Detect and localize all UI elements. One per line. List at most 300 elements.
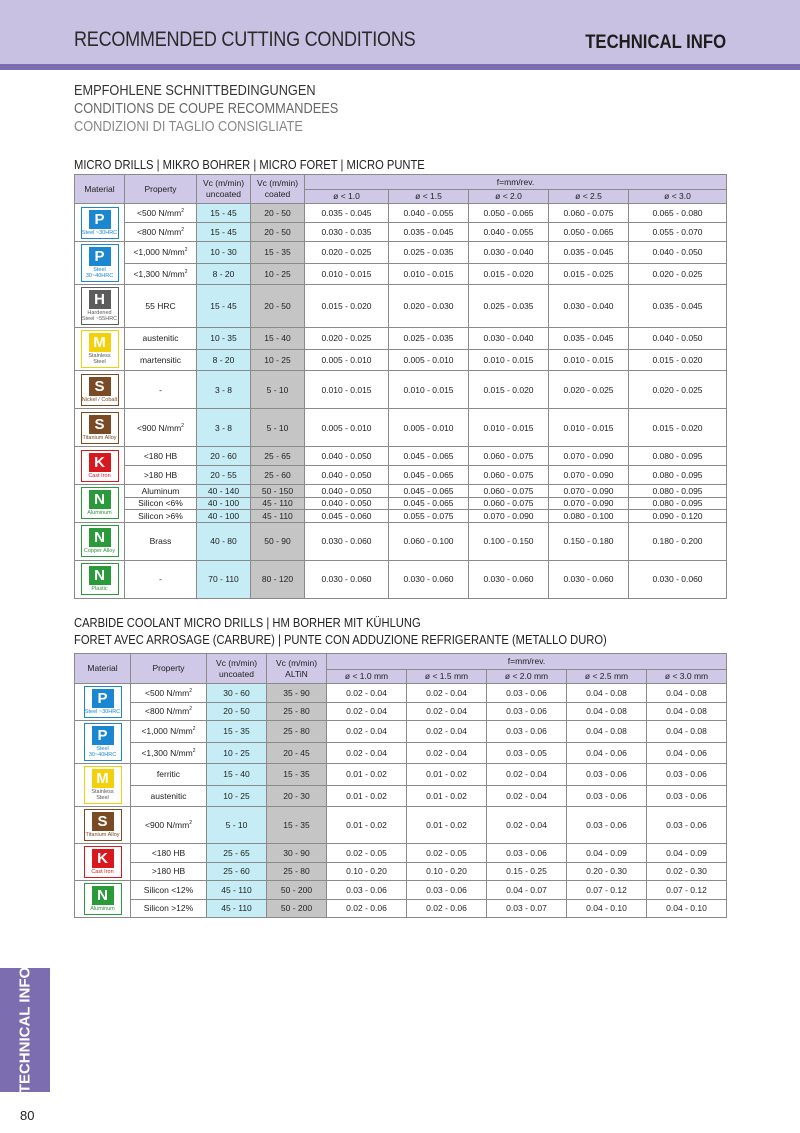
feed-cell: 0.010 - 0.015: [469, 349, 549, 371]
header-feed: f=mm/rev.: [305, 175, 727, 190]
feed-cell: 0.150 - 0.180: [549, 522, 629, 560]
vc-uncoated-cell: 15 - 45: [197, 285, 251, 328]
feed-cell: 0.060 - 0.100: [389, 522, 469, 560]
vc-uncoated-cell: 10 - 30: [197, 242, 251, 264]
vc-coated-cell: 25 - 80: [267, 702, 327, 721]
vc-uncoated-cell: 20 - 55: [197, 466, 251, 485]
material-cell: [75, 447, 125, 485]
feed-cell: 0.010 - 0.015: [549, 349, 629, 371]
material-badge-s: [81, 374, 119, 406]
property-text: 55 HRC: [145, 301, 176, 311]
vc-uncoated-cell: 40 - 80: [197, 522, 251, 560]
feed-cell: 0.07 - 0.12: [567, 881, 647, 900]
feed-cell: 0.15 - 0.25: [487, 862, 567, 881]
unit-exponent: 2: [181, 208, 184, 215]
table-row: [75, 522, 727, 560]
feed-cell: 0.10 - 0.20: [327, 862, 407, 881]
property-cell: [125, 447, 197, 466]
material-cell: [75, 485, 125, 523]
header-material: Material: [75, 175, 125, 204]
material-description: Titanium Alloy: [82, 434, 117, 441]
feed-cell: 0.02 - 0.30: [647, 862, 727, 881]
header-vc-altin-top: Vc (m/min): [275, 657, 318, 668]
table2-body: [75, 684, 727, 918]
feed-cell: 0.02 - 0.04: [487, 785, 567, 807]
table-row: [75, 721, 727, 743]
feed-cell: 0.040 - 0.050: [629, 242, 727, 264]
material-cell: [75, 684, 131, 721]
feed-cell: 0.01 - 0.02: [407, 807, 487, 844]
feed-cell: 0.02 - 0.04: [407, 684, 487, 703]
table-coolant-micro-drills: [74, 653, 727, 918]
feed-cell: 0.02 - 0.04: [487, 807, 567, 844]
feed-cell: 0.030 - 0.060: [389, 560, 469, 598]
property-text: austenitic: [142, 333, 179, 344]
feed-cell: 0.030 - 0.040: [549, 285, 629, 328]
vc-coated-cell: 50 - 150: [251, 485, 305, 498]
feed-cell: 0.02 - 0.05: [407, 844, 487, 863]
feed-cell: 0.03 - 0.07: [487, 899, 567, 918]
material-cell: [75, 328, 125, 371]
vc-uncoated-cell: 25 - 60: [207, 862, 267, 881]
material-description: Hardened Steel ~55HRC: [81, 310, 118, 322]
feed-cell: 0.02 - 0.06: [327, 899, 407, 918]
header-vc-uncoated: [197, 175, 251, 204]
material-badge-s: [81, 412, 119, 444]
feed-cell: 0.025 - 0.035: [389, 328, 469, 350]
material-cell: [75, 285, 125, 328]
feed-cell: 0.045 - 0.065: [389, 497, 469, 510]
header-feed: f=mm/rev.: [327, 654, 727, 670]
feed-cell: 0.070 - 0.090: [549, 447, 629, 466]
material-letter: K: [89, 453, 111, 472]
feed-cell: 0.050 - 0.065: [549, 223, 629, 242]
property-cell: [125, 371, 197, 409]
feed-cell: 0.03 - 0.06: [647, 764, 727, 786]
feed-cell: 0.040 - 0.050: [305, 497, 389, 510]
material-letter: S: [89, 415, 111, 434]
header-property: Property: [131, 654, 207, 684]
unit-exponent: 2: [181, 422, 184, 429]
material-description: Stainless Steel: [88, 353, 111, 365]
header-vc-coated-top: Vc (m/min): [256, 178, 299, 188]
material-description: Steel 30~40HRC: [88, 746, 117, 758]
feed-cell: 0.100 - 0.150: [469, 522, 549, 560]
feed-cell: 0.015 - 0.020: [469, 263, 549, 285]
vc-uncoated-cell: 8 - 20: [197, 263, 251, 285]
material-letter: N: [89, 528, 111, 547]
material-cell: [75, 844, 131, 881]
feed-cell: 0.015 - 0.020: [629, 409, 727, 447]
feed-cell: 0.04 - 0.08: [647, 684, 727, 703]
material-letter: K: [92, 849, 114, 868]
vc-coated-cell: 5 - 10: [251, 409, 305, 447]
header-property: Property: [125, 175, 197, 204]
feed-cell: 0.03 - 0.06: [647, 807, 727, 844]
material-description: Titanium Alloy: [85, 832, 120, 838]
feed-cell: 0.01 - 0.02: [407, 785, 487, 807]
table-row: [75, 466, 727, 485]
property-cell: [125, 522, 197, 560]
table-row: [75, 742, 727, 764]
property-text: <900 N/mm: [137, 422, 182, 433]
vc-uncoated-cell: 3 - 8: [197, 409, 251, 447]
header-vc-uncoated: [207, 654, 267, 684]
property-cell: [125, 466, 197, 485]
feed-cell: 0.035 - 0.045: [549, 242, 629, 264]
property-text: <1,300 N/mm: [133, 268, 185, 279]
table-micro-drills: [74, 174, 727, 599]
header-diameter: ø < 2.0: [469, 190, 549, 204]
header-diameter: ø < 2.5 mm: [567, 670, 647, 684]
material-description: Cast Iron: [88, 472, 111, 479]
material-cell: [75, 242, 125, 285]
feed-cell: 0.02 - 0.04: [407, 742, 487, 764]
feed-cell: 0.180 - 0.200: [629, 522, 727, 560]
feed-cell: 0.005 - 0.010: [305, 349, 389, 371]
property-text: Brass: [149, 536, 172, 547]
feed-cell: 0.025 - 0.035: [389, 242, 469, 264]
table-row: [75, 684, 727, 703]
vc-coated-cell: 50 - 200: [267, 881, 327, 900]
vc-coated-cell: 15 - 35: [267, 807, 327, 844]
vc-coated-cell: 20 - 30: [267, 785, 327, 807]
table2-title-second-line: FORET AVEC ARROSAGE (CARBURE) | PUNTE CON ADDUZIONE REFRIGERANTE (METALLO DURO): [74, 632, 607, 647]
material-badge-m: [84, 766, 122, 804]
property-cell: [131, 844, 207, 863]
vc-uncoated-cell: 70 - 110: [197, 560, 251, 598]
feed-cell: 0.03 - 0.06: [567, 807, 647, 844]
material-description: Nickel / Cobalt: [81, 396, 118, 403]
vc-uncoated-cell: 10 - 25: [207, 742, 267, 764]
material-letter: N: [92, 886, 114, 905]
section-tag: TECHNICAL INFO: [585, 32, 726, 53]
material-badge-m: [81, 330, 119, 368]
material-letter: P: [89, 247, 111, 266]
feed-cell: 0.040 - 0.055: [389, 204, 469, 223]
material-badge-p: [84, 686, 122, 718]
material-description: Plastic: [91, 586, 108, 593]
feed-cell: 0.010 - 0.015: [549, 409, 629, 447]
material-description: Steel ~30HRC: [81, 229, 118, 236]
property-cell: [125, 349, 197, 371]
table-row: [75, 409, 727, 447]
property-text: <800 N/mm: [145, 706, 190, 717]
feed-cell: 0.01 - 0.02: [327, 785, 407, 807]
vc-uncoated-cell: 20 - 60: [197, 447, 251, 466]
page-title: RECOMMENDED CUTTING CONDITIONS: [74, 28, 416, 51]
material-letter: P: [92, 689, 114, 708]
table-row: [75, 510, 727, 523]
material-badge-h: [81, 287, 119, 325]
feed-cell: 0.07 - 0.12: [647, 881, 727, 900]
vc-coated-cell: 25 - 80: [267, 862, 327, 881]
property-text: <1,000 N/mm: [133, 247, 185, 258]
property-cell: [131, 721, 207, 743]
feed-cell: 0.030 - 0.060: [549, 560, 629, 598]
feed-cell: 0.01 - 0.02: [327, 764, 407, 786]
material-badge-n: [81, 563, 119, 595]
feed-cell: 0.04 - 0.08: [567, 684, 647, 703]
header-diameter: ø < 3.0: [629, 190, 727, 204]
vc-coated-cell: 20 - 45: [267, 742, 327, 764]
feed-cell: 0.055 - 0.075: [389, 510, 469, 523]
feed-cell: 0.04 - 0.08: [567, 702, 647, 721]
vc-coated-cell: 20 - 50: [251, 285, 305, 328]
feed-cell: 0.02 - 0.04: [327, 684, 407, 703]
property-text: <500 N/mm: [145, 687, 190, 698]
unit-exponent: 2: [189, 706, 192, 713]
vc-uncoated-cell: 40 - 100: [197, 497, 251, 510]
feed-cell: 0.080 - 0.095: [629, 447, 727, 466]
feed-cell: 0.020 - 0.025: [629, 263, 727, 285]
feed-cell: 0.080 - 0.095: [629, 497, 727, 510]
feed-cell: 0.045 - 0.065: [389, 466, 469, 485]
vc-coated-cell: 25 - 65: [251, 447, 305, 466]
feed-cell: 0.070 - 0.090: [469, 510, 549, 523]
subtitle-it: CONDIZIONI DI TAGLIO CONSIGLIATE: [74, 118, 303, 135]
vc-uncoated-cell: 20 - 50: [207, 702, 267, 721]
material-letter: N: [89, 566, 111, 585]
table-row: [75, 204, 727, 223]
feed-cell: 0.005 - 0.010: [389, 349, 469, 371]
feed-cell: 0.02 - 0.04: [327, 721, 407, 743]
property-cell: [131, 807, 207, 844]
unit-exponent: 2: [192, 726, 196, 733]
feed-cell: 0.015 - 0.020: [305, 285, 389, 328]
material-cell: [75, 764, 131, 807]
header-vc-coated-bottom: coated: [264, 189, 291, 199]
material-cell: [75, 721, 131, 764]
property-text: <1,300 N/mm: [141, 747, 193, 758]
property-cell: [131, 862, 207, 881]
feed-cell: 0.015 - 0.020: [469, 371, 549, 409]
property-text: Silicon >12%: [143, 903, 194, 914]
vc-uncoated-cell: 10 - 25: [207, 785, 267, 807]
material-cell: [75, 371, 125, 409]
page-number: 80: [20, 1108, 35, 1123]
feed-cell: 0.040 - 0.050: [305, 466, 389, 485]
property-cell: [131, 684, 207, 703]
property-cell: [131, 764, 207, 786]
header-vc-uncoated-top: Vc (m/min): [215, 657, 258, 668]
header-material: Material: [75, 654, 131, 684]
feed-cell: 0.045 - 0.060: [305, 510, 389, 523]
feed-cell: 0.03 - 0.06: [487, 721, 567, 743]
feed-cell: 0.055 - 0.070: [629, 223, 727, 242]
property-text: >180 HB: [151, 866, 186, 877]
vc-coated-cell: 45 - 110: [251, 510, 305, 523]
feed-cell: 0.030 - 0.035: [305, 223, 389, 242]
vc-uncoated-cell: 30 - 60: [207, 684, 267, 703]
feed-cell: 0.030 - 0.060: [469, 560, 549, 598]
property-text: Silicon >6%: [138, 511, 183, 522]
material-letter: P: [92, 726, 114, 745]
vc-uncoated-cell: 40 - 100: [197, 510, 251, 523]
feed-cell: 0.035 - 0.045: [629, 285, 727, 328]
header-vc-uncoated-top: Vc (m/min): [202, 178, 245, 188]
feed-cell: 0.015 - 0.025: [549, 263, 629, 285]
material-description: Stainless Steel: [91, 789, 114, 801]
table-row: [75, 764, 727, 786]
property-text: martensitic: [139, 354, 182, 365]
feed-cell: 0.02 - 0.04: [327, 742, 407, 764]
feed-cell: 0.02 - 0.04: [407, 721, 487, 743]
property-text: >180 HB: [143, 470, 178, 480]
feed-cell: 0.02 - 0.04: [407, 702, 487, 721]
unit-exponent: 2: [189, 687, 192, 694]
feed-cell: 0.04 - 0.08: [647, 702, 727, 721]
table-row: [75, 371, 727, 409]
material-letter: P: [89, 210, 111, 229]
property-cell: [131, 785, 207, 807]
feed-cell: 0.01 - 0.02: [327, 807, 407, 844]
table-row: [75, 844, 727, 863]
table-row: [75, 485, 727, 498]
material-cell: [75, 807, 131, 844]
property-text: ferritic: [156, 769, 181, 780]
material-badge-s: [84, 809, 122, 841]
subtitle-fr: CONDITIONS DE COUPE RECOMMANDEES: [74, 100, 339, 117]
table-row: [75, 242, 727, 264]
feed-cell: 0.04 - 0.08: [567, 721, 647, 743]
material-badge-n: [84, 883, 122, 915]
feed-cell: 0.10 - 0.20: [407, 862, 487, 881]
feed-cell: 0.03 - 0.06: [567, 785, 647, 807]
header-vc-uncoated-bottom: uncoated: [219, 668, 254, 679]
feed-cell: 0.04 - 0.10: [567, 899, 647, 918]
material-cell: [75, 522, 125, 560]
header-diameter: ø < 3.0 mm: [647, 670, 727, 684]
header-vc-uncoated-bottom: uncoated: [206, 189, 241, 199]
header-diameter: ø < 1.5 mm: [407, 670, 487, 684]
property-text: -: [159, 384, 162, 395]
material-badge-n: [81, 487, 119, 519]
material-description: Copper Alloy: [83, 548, 116, 555]
feed-cell: 0.02 - 0.05: [327, 844, 407, 863]
material-description: Steel 30~40HRC: [85, 267, 114, 279]
feed-cell: 0.03 - 0.06: [407, 881, 487, 900]
feed-cell: 0.04 - 0.09: [567, 844, 647, 863]
vc-uncoated-cell: 15 - 35: [207, 721, 267, 743]
vc-coated-cell: 45 - 110: [251, 497, 305, 510]
feed-cell: 0.060 - 0.075: [469, 497, 549, 510]
property-text: <180 HB: [143, 451, 178, 461]
feed-cell: 0.010 - 0.015: [305, 371, 389, 409]
property-text: austenitic: [150, 790, 187, 801]
vc-coated-cell: 25 - 80: [267, 721, 327, 743]
table-row: [75, 702, 727, 721]
feed-cell: 0.02 - 0.06: [407, 899, 487, 918]
vc-coated-cell: 15 - 35: [251, 242, 305, 264]
property-cell: [131, 881, 207, 900]
feed-cell: 0.065 - 0.080: [629, 204, 727, 223]
property-cell: [125, 328, 197, 350]
property-cell: [131, 742, 207, 764]
feed-cell: 0.03 - 0.05: [487, 742, 567, 764]
feed-cell: 0.030 - 0.060: [629, 560, 727, 598]
material-badge-k: [84, 846, 122, 878]
vc-uncoated-cell: 45 - 110: [207, 899, 267, 918]
subtitle-block: [74, 82, 385, 136]
property-text: Silicon <12%: [143, 884, 194, 895]
feed-cell: 0.060 - 0.075: [469, 466, 549, 485]
feed-cell: 0.03 - 0.06: [487, 844, 567, 863]
feed-cell: 0.04 - 0.09: [647, 844, 727, 863]
property-text: <900 N/mm: [145, 820, 190, 830]
vc-uncoated-cell: 15 - 45: [197, 204, 251, 223]
unit-exponent: 2: [181, 227, 184, 234]
table-row: [75, 285, 727, 328]
feed-cell: 0.080 - 0.095: [629, 466, 727, 485]
property-cell: [125, 510, 197, 523]
vc-coated-cell: 20 - 50: [251, 204, 305, 223]
material-description: Aluminum: [90, 906, 115, 912]
vc-uncoated-cell: 45 - 110: [207, 881, 267, 900]
feed-cell: 0.030 - 0.040: [469, 328, 549, 350]
feed-cell: 0.04 - 0.06: [567, 742, 647, 764]
vc-coated-cell: 15 - 35: [267, 764, 327, 786]
material-cell: [75, 409, 125, 447]
header-diameter: ø < 1.0: [305, 190, 389, 204]
feed-cell: 0.020 - 0.030: [389, 285, 469, 328]
property-text: <500 N/mm: [137, 208, 182, 218]
property-text: Aluminum: [141, 485, 180, 496]
feed-cell: 0.02 - 0.04: [487, 764, 567, 786]
table-row: [75, 785, 727, 807]
header-diameter: ø < 1.5: [389, 190, 469, 204]
material-letter: H: [89, 290, 111, 309]
header-diameter: ø < 2.0 mm: [487, 670, 567, 684]
property-cell: [131, 702, 207, 721]
property-cell: [125, 560, 197, 598]
header-rule: [0, 64, 800, 70]
property-text: <1,000 N/mm: [141, 726, 193, 737]
feed-cell: 0.070 - 0.090: [549, 485, 629, 498]
property-cell: [125, 285, 197, 328]
feed-cell: 0.030 - 0.060: [305, 560, 389, 598]
feed-cell: 0.020 - 0.025: [629, 371, 727, 409]
feed-cell: 0.010 - 0.015: [389, 371, 469, 409]
feed-cell: 0.090 - 0.120: [629, 510, 727, 523]
table-row: [75, 223, 727, 242]
feed-cell: 0.04 - 0.08: [647, 721, 727, 743]
feed-cell: 0.030 - 0.060: [305, 522, 389, 560]
property-cell: [125, 497, 197, 510]
material-badge-p: [81, 207, 119, 239]
property-cell: [131, 899, 207, 918]
material-letter: N: [89, 490, 111, 509]
feed-cell: 0.02 - 0.04: [327, 702, 407, 721]
feed-cell: 0.040 - 0.055: [469, 223, 549, 242]
feed-cell: 0.080 - 0.100: [549, 510, 629, 523]
header-diameter: ø < 1.0 mm: [327, 670, 407, 684]
subtitle-de: EMPFOHLENE SCHNITTBEDINGUNGEN: [74, 82, 316, 99]
vc-coated-cell: 15 - 40: [251, 328, 305, 350]
material-badge-p: [81, 244, 119, 282]
feed-cell: 0.010 - 0.015: [469, 409, 549, 447]
feed-cell: 0.03 - 0.06: [487, 702, 567, 721]
feed-cell: 0.005 - 0.010: [305, 409, 389, 447]
feed-cell: 0.020 - 0.025: [305, 242, 389, 264]
feed-cell: 0.04 - 0.06: [647, 742, 727, 764]
feed-cell: 0.010 - 0.015: [305, 263, 389, 285]
vc-coated-cell: 50 - 90: [251, 522, 305, 560]
vc-uncoated-cell: 25 - 65: [207, 844, 267, 863]
table1-body: [75, 204, 727, 599]
material-description: Aluminum: [87, 510, 112, 517]
table-row: [75, 862, 727, 881]
